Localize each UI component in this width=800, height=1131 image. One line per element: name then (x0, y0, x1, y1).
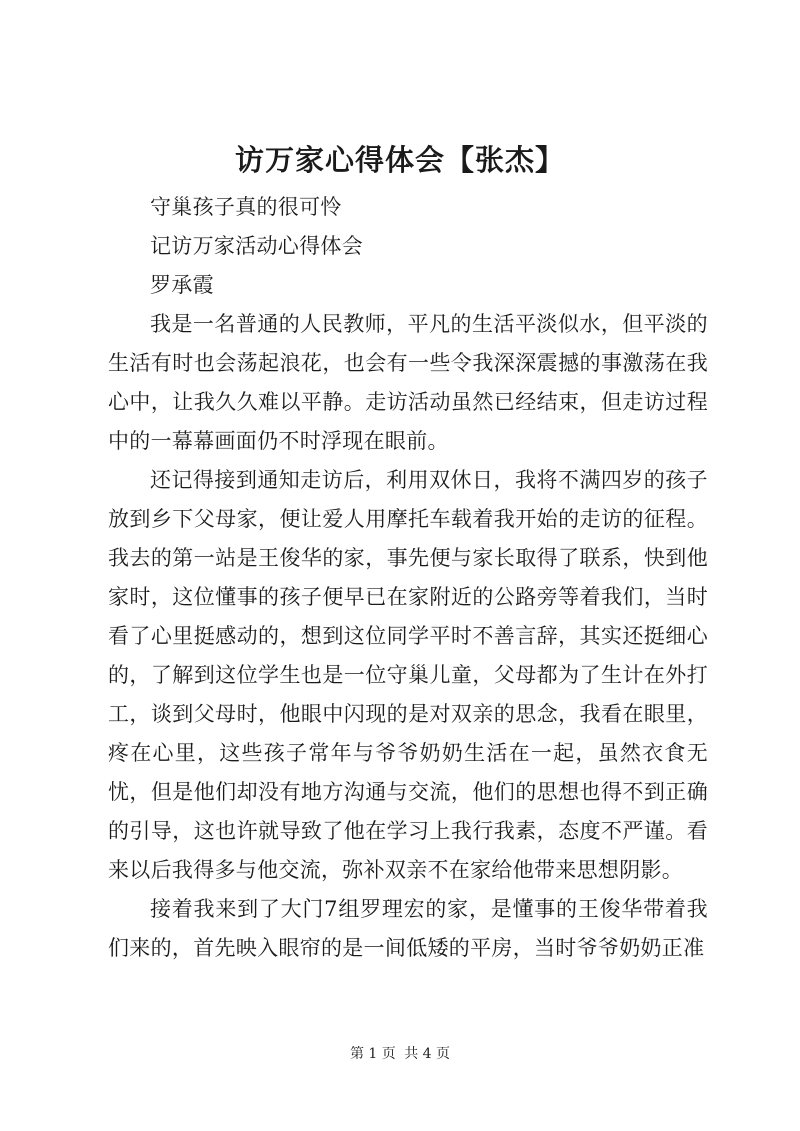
page-number: 第 1 页 (349, 1046, 396, 1062)
page-total: 共 4 页 (404, 1046, 451, 1062)
page-footer (0, 1044, 800, 1064)
body-paragraph: 我是一名普通的人民教师，平凡的生活平淡似水，但平淡的生活有时也会荡起浪花，也会有一些令我深深震撼的事激荡在我心中，让我久久难以平静。走访活动虽然已经结束，但走访过程中的一幕幕画面仍不时浮现在眼前。 (108, 312, 708, 453)
subtitle-line: 记访万家活动心得体会 (150, 234, 363, 258)
body-paragraph: 接着我来到了大门7组罗理宏的家，是懂事的王俊华带着我们来的，首先映入眼帘的是一间低矮的平房，当时爷爷奶奶正准 (108, 897, 708, 960)
author-name: 罗承霞 (150, 273, 214, 297)
document-title: 访万家心得体会【张杰】 (234, 143, 565, 177)
document-body (108, 188, 708, 968)
subtitle-line: 守巢孩子真的很可怜 (150, 195, 342, 219)
body-paragraph: 还记得接到通知走访后，利用双休日，我将不满四岁的孩子放到乡下父母家，便让爱人用摩托车载着我开始的走访的征程。我去的第一站是王俊华的家，事先便与家长取得了联系，快到他家时，这位懂事的孩子便早已在家附近的公路旁等着我们，当时看了心里挺感动的，想到这位同学平时不善言辞，其实还挺细心的，了解到这位学生也是一位守巢儿童，父母都为了生计在外打工，谈到父母时，他眼中闪现的是对双亲的思念，我看在眼里，疼在心里，这些孩子常年与爷爷奶奶生活在一起，虽然衣食无忧，但是他们却没有地方沟通与交流，他们的思想也得不到正确的引导，这也许就导致了他在学习上我行我素，态度不严谨。看来以后我得多与他交流，弥补双亲不在家给他带来思想阴影。 (108, 468, 708, 882)
